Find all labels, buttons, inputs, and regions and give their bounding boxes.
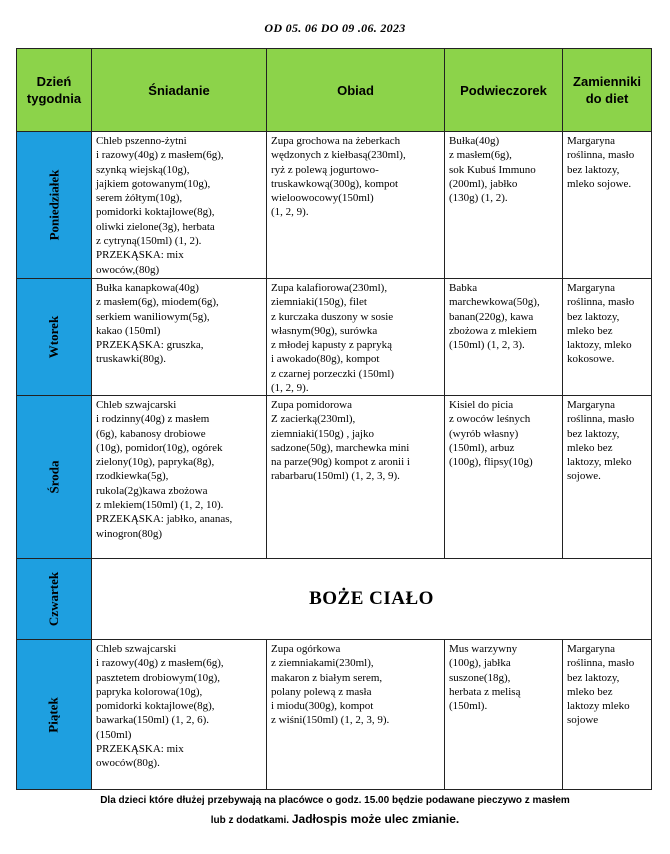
menu-text-line: ziemniaki(150g) , jajko	[271, 427, 374, 440]
menu-text-line: rukola(2g)kawa zbożowa	[96, 484, 208, 497]
menu-text-line: truskawkową(300g), kompot	[271, 177, 399, 190]
header-breakfast	[92, 49, 267, 132]
menu-text-line: (100g), jabłka	[449, 657, 511, 670]
breakfast-cell	[92, 279, 267, 396]
menu-text-line: roślinna, masło	[567, 413, 635, 426]
header-diet-substitutes-line: do diet	[585, 91, 629, 106]
diet-substitutes-cell	[563, 396, 651, 559]
day-label: Wtorek	[46, 315, 61, 359]
menu-text-line: sojowe	[567, 714, 599, 727]
menu-text-line: pomidorki koktajlowe(8g),	[96, 206, 215, 219]
menu-text-line: i razowy(40g) z masłem(6g),	[96, 149, 224, 162]
header-day-line: tygodnia	[26, 91, 82, 106]
menu-text-line: Mus warzywny	[449, 643, 518, 655]
menu-text-line: laktozy, mleko	[567, 456, 632, 469]
menu-text-line: mleko bez	[567, 324, 613, 337]
menu-text-line: owoców,(80g)	[96, 263, 160, 276]
menu-text-line: z wiśni(150ml) (1, 2, 3, 9).	[271, 714, 390, 727]
menu-text-line: (130g) (1, 2).	[449, 192, 508, 205]
menu-text-line: sok Kubuś Immuno	[449, 163, 536, 176]
menu-date-range-title: OD 05. 06 DO 09 .06. 2023	[264, 21, 406, 35]
menu-text-line: wieloowocowy(150ml)	[271, 192, 374, 205]
menu-text-line: ziemniaki(150g), filet	[271, 296, 367, 309]
menu-text-line: ryż z polewą jogurtowo-	[271, 163, 379, 176]
holiday-label: BOŻE CIAŁO	[92, 559, 651, 640]
menu-text-line: papryka kolorowa(10g),	[96, 685, 203, 698]
footer-menu-change-note: Jadłospis może ulec zmianie.	[291, 812, 460, 826]
menu-text-line: Chleb pszenno-żytni	[96, 135, 187, 147]
menu-text-line: (150ml)	[96, 728, 132, 741]
weekly-menu-table	[16, 48, 652, 790]
menu-text-line: Bułka(40g)	[449, 135, 500, 147]
menu-text-line: laktozy, mleko	[567, 339, 632, 352]
day-label: Środa	[46, 460, 61, 494]
menu-text-line: Zupa grochowa na żeberkach	[271, 135, 401, 147]
menu-text-line: bez laktozy,	[567, 427, 620, 440]
menu-text-line: laktozy mleko	[567, 700, 630, 713]
menu-text-line: bawarka(150ml) (1, 2, 6).	[96, 714, 210, 727]
menu-text-line: roślinna, masło	[567, 657, 635, 670]
menu-text-line: zielony(10g), papryka(8g),	[96, 456, 215, 469]
menu-text-line: Margaryna	[567, 643, 616, 655]
menu-text-line: z masłem(6g), miodem(6g),	[96, 296, 219, 309]
header-lunch-line: Obiad	[337, 82, 374, 98]
menu-text-line: truskawki(80g).	[96, 353, 166, 366]
snack-cell	[445, 279, 563, 396]
menu-text-line: mleko bez	[567, 441, 613, 454]
menu-text-line: PRZEKĄSKA: gruszka,	[96, 339, 204, 352]
header-diet-substitutes	[563, 49, 651, 132]
menu-text-line: Zupa kalafiorowa(230ml),	[271, 282, 388, 294]
menu-text-line: serem żółtym(10g),	[96, 192, 183, 205]
menu-text-line: z owoców leśnych	[449, 413, 531, 426]
menu-text-line: serkiem waniliowym(5g),	[96, 310, 210, 323]
menu-text-line: (wyrób własny)	[449, 427, 519, 440]
menu-text-line: (150ml).	[449, 700, 488, 713]
menu-text-line: herbata z melisą	[449, 685, 521, 698]
menu-text-line: Zupa pomidorowa	[271, 399, 352, 411]
header-snack-line: Podwieczorek	[460, 82, 547, 98]
menu-text-line: bez laktozy,	[567, 671, 620, 684]
header-day	[17, 49, 92, 132]
day-label: Piątek	[45, 696, 61, 733]
menu-text-line: z młodej kapusty z papryką	[271, 339, 392, 352]
menu-text-line: z cytryną(150ml) (1, 2).	[96, 235, 202, 248]
lunch-cell	[267, 640, 445, 789]
menu-text-line: PRZEKĄSKA: jabłko, ananas,	[96, 513, 233, 526]
menu-text-line: z masłem(6g),	[449, 149, 512, 162]
menu-text-line: Margaryna	[567, 282, 616, 294]
menu-text-line: i miodu(300g), kompot	[271, 700, 374, 713]
header-day-line: Dzień	[36, 74, 72, 89]
menu-text-line: Z zacierką(230ml),	[271, 413, 356, 426]
lunch-cell	[267, 396, 445, 559]
menu-text-line: (150ml), arbuz	[449, 441, 515, 454]
menu-text-line: Babka	[449, 282, 478, 294]
menu-text-line: banan(220g), kawa	[449, 310, 534, 323]
menu-text-line: i rodzinny(40g) z masłem	[96, 413, 210, 426]
menu-text-line: polany polewą z masła	[271, 685, 372, 698]
menu-text-line: na parze(90g) kompot z aronii i	[271, 456, 410, 469]
day-label-cell	[17, 559, 92, 640]
menu-text-line: kokosowe.	[567, 353, 615, 366]
menu-text-line: rabarbaru(150ml) (1, 2, 3, 9).	[271, 470, 400, 483]
menu-text-line: bez laktozy,	[567, 163, 620, 176]
header-lunch	[267, 49, 445, 132]
menu-text-line: (1, 2, 9).	[271, 382, 309, 395]
menu-text-line: pomidorki koktajlowe(8g),	[96, 700, 215, 713]
diet-substitutes-cell	[563, 640, 651, 789]
header-snack	[445, 49, 563, 132]
menu-text-line: zbożowa z mlekiem	[449, 324, 537, 337]
menu-text-line: mleko bez	[567, 685, 613, 698]
day-label-cell	[17, 132, 92, 279]
day-label-cell	[17, 640, 92, 789]
menu-text-line: (150ml) (1, 2, 3).	[449, 339, 525, 352]
menu-text-line: Margaryna	[567, 399, 616, 411]
menu-text-line: roślinna, masło	[567, 296, 635, 309]
menu-text-line: z czarnej porzeczki (150ml)	[271, 367, 395, 380]
menu-text-line: własnym(90g), surówka	[271, 324, 378, 337]
menu-text-line: Chleb szwajcarski	[96, 399, 177, 411]
day-label-cell	[17, 396, 92, 559]
menu-text-line: sadzone(50g), marchewka mini	[271, 441, 410, 454]
menu-text-line: (200ml), jabłko	[449, 177, 518, 190]
day-label-cell	[17, 279, 92, 396]
menu-text-line: szynką wiejską(10g),	[96, 163, 190, 176]
diet-substitutes-cell	[563, 279, 651, 396]
menu-text-line: i awokado(80g), kompot	[271, 353, 380, 366]
menu-text-line: rzodkiewka(5g),	[96, 470, 169, 483]
menu-text-line: wędzonych z kiełbasą(230ml),	[271, 149, 406, 162]
menu-text-line: z ziemniakami(230ml),	[271, 657, 374, 670]
menu-text-line: owoców(80g).	[96, 757, 160, 770]
menu-text-line: Chleb szwajcarski	[96, 643, 177, 655]
header-diet-substitutes-line: Zamienniki	[573, 74, 641, 89]
menu-text-line: PRZEKĄSKA: mix	[96, 249, 184, 262]
snack-cell	[445, 132, 563, 279]
snack-cell	[445, 640, 563, 789]
menu-text-line: (100g), flipsy(10g)	[449, 456, 533, 469]
snack-cell	[445, 396, 563, 559]
menu-text-line: pasztetem drobiowym(10g),	[96, 671, 221, 684]
breakfast-cell	[92, 132, 267, 279]
menu-text-line: kakao (150ml)	[96, 324, 161, 337]
menu-text-line: i razowy(40g) z masłem(6g),	[96, 657, 224, 670]
menu-text-line: z kurczaka duszony w sosie	[271, 310, 394, 323]
footer-note-line-2	[0, 812, 670, 826]
menu-text-line: bez laktozy,	[567, 310, 620, 323]
menu-text-line: oliwki zielone(3g), herbata	[96, 220, 215, 233]
menu-text-line: Bułka kanapkowa(40g)	[96, 282, 199, 294]
menu-text-line: PRZEKĄSKA: mix	[96, 743, 184, 756]
menu-text-line: jajkiem gotowanym(10g),	[96, 177, 211, 190]
menu-text-line: suszone(18g),	[449, 671, 511, 684]
day-label: Czwartek	[46, 571, 61, 627]
diet-substitutes-cell	[563, 132, 651, 279]
menu-text-line: (1, 2, 9).	[271, 206, 309, 219]
menu-text-line: mleko sojowe.	[567, 177, 632, 190]
footer-note-prefix: lub z dodatkami.	[210, 815, 290, 826]
lunch-cell	[267, 132, 445, 279]
header-breakfast-line: Śniadanie	[148, 82, 210, 98]
menu-text-line: marchewkowa(50g),	[449, 296, 540, 309]
breakfast-cell	[92, 640, 267, 789]
menu-text-line: roślinna, masło	[567, 149, 635, 162]
menu-text-line: Kisiel do picia	[449, 399, 514, 411]
menu-text-line: winogron(80g)	[96, 527, 162, 540]
menu-text-line: Margaryna	[567, 135, 616, 147]
menu-text-line: (6g), kabanosy drobiowe	[96, 427, 206, 440]
menu-text-line: sojowe.	[567, 470, 601, 483]
footer-note-line-1: Dla dzieci które dłużej przebywają na placówce o godz. 15.00 będzie podawane pieczywo z masłem	[100, 795, 570, 806]
breakfast-cell	[92, 396, 267, 559]
lunch-cell	[267, 279, 445, 396]
menu-text-line: Zupa ogórkowa	[271, 643, 341, 655]
day-label: Poniedziałek	[46, 169, 61, 241]
menu-text-line: (10g), pomidor(10g), ogórek	[96, 441, 223, 454]
menu-text-line: makaron z białym serem,	[271, 671, 383, 684]
menu-text-line: z mlekiem(150ml) (1, 2, 10).	[96, 499, 224, 512]
